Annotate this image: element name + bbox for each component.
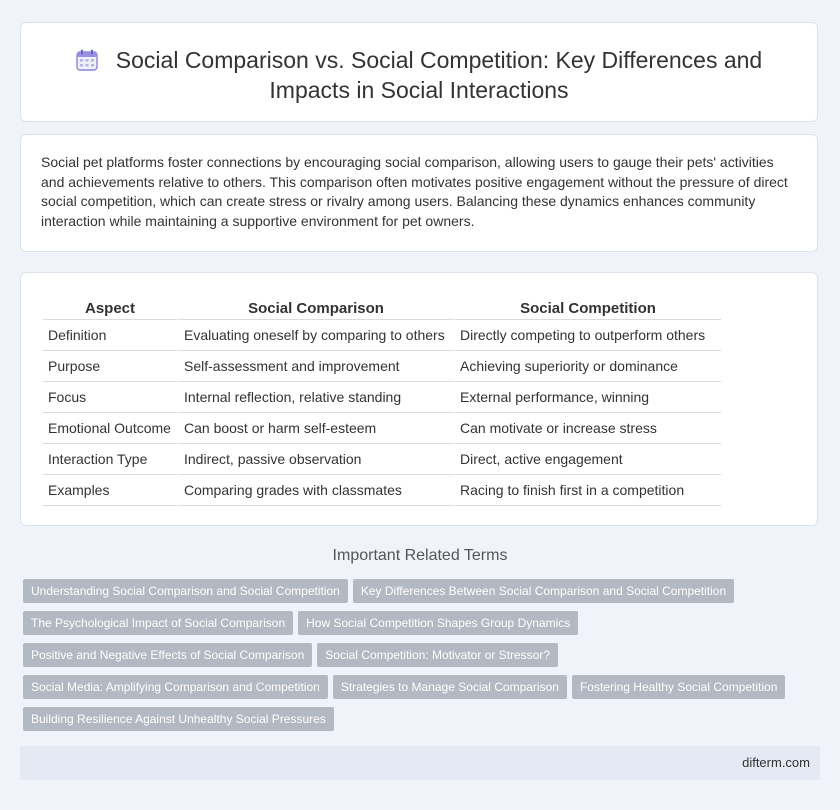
related-term-link[interactable]: The Psychological Impact of Social Comparison xyxy=(23,611,293,635)
table-cell-comparison: Self-assessment and improvement xyxy=(177,351,453,382)
footer-site-link[interactable]: difterm.com xyxy=(742,755,810,770)
table-cell-comparison: Can boost or harm self-esteem xyxy=(177,413,453,444)
intro-card xyxy=(20,134,818,252)
related-term-link[interactable]: Strategies to Manage Social Comparison xyxy=(333,675,567,699)
column-header-social-comparison: Social Comparison xyxy=(177,297,453,320)
related-term-link[interactable]: Social Competition: Motivator or Stressor? xyxy=(317,643,558,667)
table-row xyxy=(43,475,721,506)
table-row xyxy=(43,320,721,351)
table-cell-aspect: Focus xyxy=(43,382,177,413)
table-cell-comparison: Comparing grades with classmates xyxy=(177,475,453,506)
footer-bar xyxy=(20,746,820,780)
related-term-link[interactable]: Building Resilience Against Unhealthy Social Pressures xyxy=(23,707,334,731)
related-term-link[interactable]: Key Differences Between Social Comparison and Social Competition xyxy=(353,579,734,603)
table-cell-comparison: Evaluating oneself by comparing to others xyxy=(177,320,453,351)
table-row xyxy=(43,444,721,475)
title-line-1: Social Comparison vs. Social Competition: Key Differences and xyxy=(115,47,763,73)
table-cell-aspect: Purpose xyxy=(43,351,177,382)
table-row xyxy=(43,351,721,382)
table-row xyxy=(43,382,721,413)
calendar-icon xyxy=(76,49,98,71)
related-terms-heading: Important Related Terms xyxy=(332,547,508,564)
table-cell-competition: Can motivate or increase stress xyxy=(453,413,721,444)
table-cell-competition: Directly competing to outperform others xyxy=(453,320,721,351)
comparison-table-card xyxy=(20,272,818,526)
related-terms-list xyxy=(23,579,823,739)
title-line-2: Impacts in Social Interactions xyxy=(269,77,569,103)
table-cell-comparison: Indirect, passive observation xyxy=(177,444,453,475)
intro-paragraph: Social pet platforms foster connections by encouraging social comparison, allowing users to gauge their pets' activities and achievements relative to others. This comparison often motivates positive engagement without the pressure of direct social competition, which can create stress or rivalry among users. Balancing these dynamics enhances community interaction while maintaining a supportive environment for pet owners. xyxy=(41,154,788,229)
table-row xyxy=(43,413,721,444)
column-header-social-competition: Social Competition xyxy=(453,297,721,320)
comparison-table xyxy=(43,297,721,506)
related-term-link[interactable]: Understanding Social Comparison and Social Competition xyxy=(23,579,348,603)
table-cell-competition: Direct, active engagement xyxy=(453,444,721,475)
table-cell-competition: External performance, winning xyxy=(453,382,721,413)
table-header-row xyxy=(43,297,721,320)
column-header-aspect: Aspect xyxy=(43,297,177,320)
related-term-link[interactable]: Fostering Healthy Social Competition xyxy=(572,675,785,699)
table-cell-aspect: Examples xyxy=(43,475,177,506)
table-cell-comparison: Internal reflection, relative standing xyxy=(177,382,453,413)
table-cell-competition: Racing to finish first in a competition xyxy=(453,475,721,506)
header-card xyxy=(20,22,818,122)
related-term-link[interactable]: How Social Competition Shapes Group Dynamics xyxy=(298,611,578,635)
table-cell-competition: Achieving superiority or dominance xyxy=(453,351,721,382)
table-cell-aspect: Definition xyxy=(43,320,177,351)
table-cell-aspect: Emotional Outcome xyxy=(43,413,177,444)
page-title xyxy=(21,45,817,105)
related-term-link[interactable]: Positive and Negative Effects of Social Comparison xyxy=(23,643,312,667)
table-cell-aspect: Interaction Type xyxy=(43,444,177,475)
related-term-link[interactable]: Social Media: Amplifying Comparison and Competition xyxy=(23,675,328,699)
